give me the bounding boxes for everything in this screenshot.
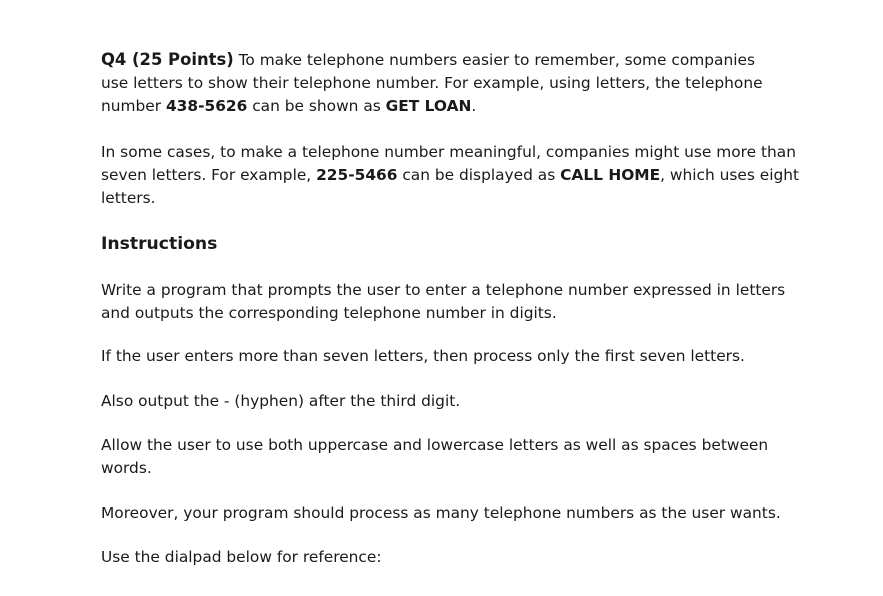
example-number-2: 225-5466 [316,166,398,184]
seven-letters-paragraph [101,141,801,210]
instruction-seven-letters: If the user enters more than seven letters, then process only the first seven letters. [101,347,745,365]
para2-text-1: In some cases, to make a telephone number meaningful, companies might use more than seven letters. For example, [101,143,796,184]
intro-text-1: To make telephone numbers easier to remember, some companies use letters to show their telephone number. For example, using letters, the telephone number [101,51,763,115]
instruction-case: Allow the user to use both uppercase and lowercase letters as well as spaces between words. [101,436,769,477]
example-letters-1: GET LOAN [385,97,472,115]
para2-text-3: , which uses eight letters. [101,166,800,207]
question-intro-paragraph [101,48,781,118]
question-title: Q4 (25 Points) [101,50,234,69]
instruction-hyphen: Also output the - (hyphen) after the third digit. [101,392,461,410]
instructions-heading: Instructions [101,234,218,254]
para2-text-2: can be displayed as [397,166,561,184]
example-letters-2: CALL HOME [560,166,661,184]
instruction-dialpad: Use the dialpad below for reference: [101,548,382,566]
intro-text-2: can be shown as [247,97,386,115]
example-number-1: 438-5626 [165,97,248,115]
instruction-repeat: Moreover, your program should process as many telephone numbers as the user wants. [101,504,781,522]
instruction-prompt: Write a program that prompts the user to enter a telephone number expressed in letters and outputs the corresponding telephone number in digits. [101,281,786,322]
intro-text-3: . [471,97,477,115]
